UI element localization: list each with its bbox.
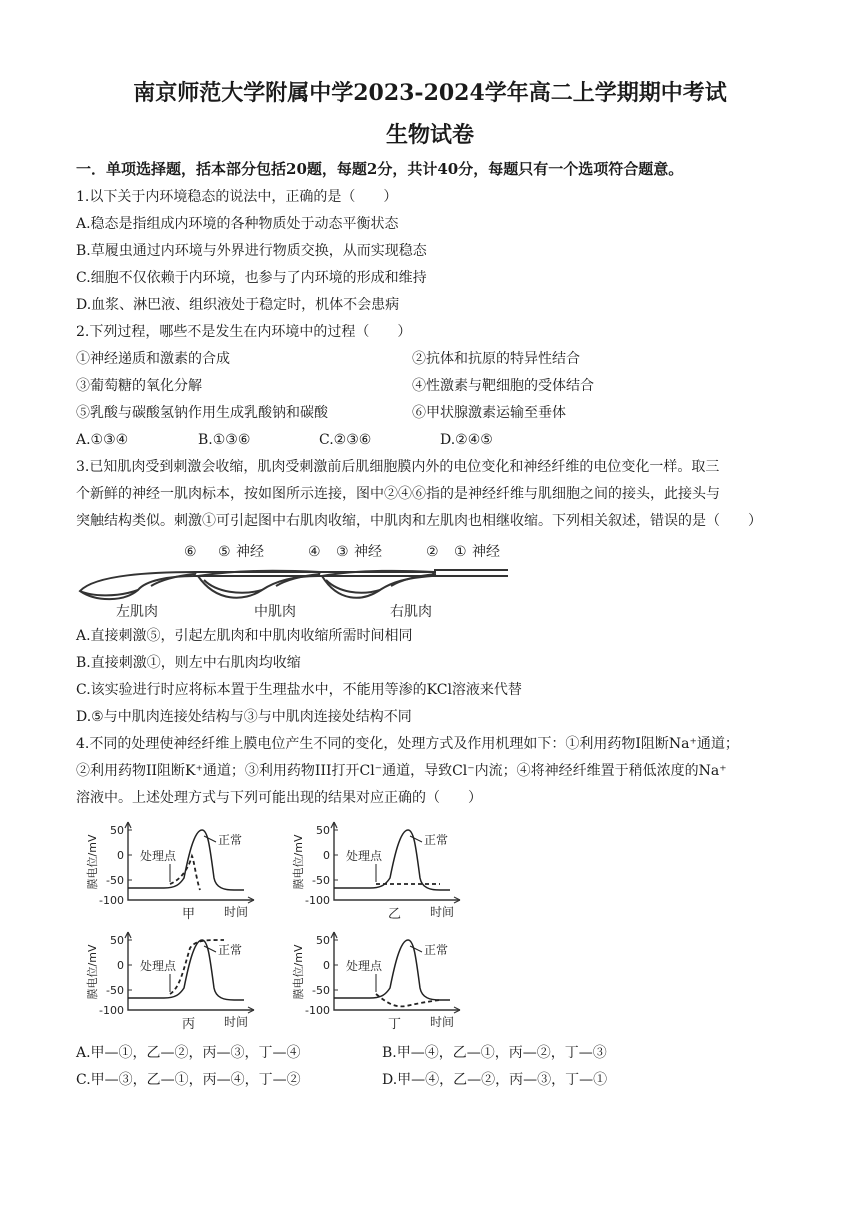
q4-option-c: C.甲—③，乙—①，丙—④，丁—②	[76, 1072, 301, 1088]
exam-subtitle: 生物试卷	[385, 122, 474, 148]
marker-3: ③	[336, 544, 349, 560]
nerve-label-1: 神经	[472, 544, 500, 560]
treated-curve	[376, 994, 440, 1006]
graph-name-ding: 丁	[388, 1017, 402, 1032]
nerve-label-3: 神经	[354, 544, 382, 560]
q2-option-c: C.②③⑥	[319, 432, 372, 448]
treated-curve	[170, 940, 224, 994]
point-label: 处理点	[346, 849, 383, 863]
middle-muscle-shape	[198, 571, 320, 598]
y-tick-label: -100	[305, 1004, 330, 1017]
y-tick-label: -50	[106, 874, 124, 887]
graph-bing	[84, 928, 274, 1042]
y-tick-label: -50	[106, 984, 124, 997]
normal-label: 正常	[424, 833, 449, 847]
q3-stem-line3: 突触结构类似。刺激①可引起图中右肌肉收缩，中肌肉和左肌肉也相继收缩。下列相关叙述，错误的是（ ）	[76, 513, 762, 529]
graph-ding	[290, 928, 480, 1042]
y-tick-label: -100	[99, 894, 124, 907]
normal-leader	[410, 836, 422, 842]
y-tick-label: -100	[305, 894, 330, 907]
q1-option-a: A.稳态是指组成内环境的各种物质处于动态平衡状态	[76, 216, 399, 232]
q4-option-d: D.甲—④，乙—②，丙—③，丁—①	[382, 1072, 608, 1088]
y-tick-label: 0	[323, 959, 330, 972]
y-tick-label: 0	[323, 849, 330, 862]
marker-2: ②	[426, 544, 439, 560]
marker-1: ①	[454, 544, 467, 560]
point-label: 处理点	[140, 849, 177, 863]
q2-item-4: ④性激素与靶细胞的受体结合	[412, 378, 594, 394]
section-heading: 一．单项选择题，括本部分包括20题，每题2分，共计40分，每题只有一个选项符合题意。	[76, 160, 684, 178]
q1-option-c: C.细胞不仅依赖于内环境，也参与了内环境的形成和维持	[76, 270, 427, 286]
y-tick-label: -100	[99, 1004, 124, 1017]
graph-name-yi: 乙	[388, 907, 402, 922]
q4-option-a: A.甲—①，乙—②，丙—③，丁—④	[76, 1045, 301, 1061]
y-tick-label: 0	[117, 959, 124, 972]
point-label: 处理点	[346, 959, 383, 973]
marker-5: ⑤	[218, 544, 231, 560]
x-axis-label: 时间	[224, 905, 249, 919]
q2-option-a: A.①③④	[76, 432, 129, 448]
y-axis-label: 膜电位/mV	[86, 834, 99, 890]
normal-label: 正常	[218, 943, 243, 957]
q4-stem-line2: ②利用药物II阻断K⁺通道；③利用药物III打开Cl⁻通道，导致Cl⁻内流；④将神经纤维置于稍低浓度的Na⁺	[76, 763, 727, 779]
q3-option-d: D.⑤与中肌肉连接处结构与③与中肌肉连接处结构不同	[76, 709, 412, 725]
middle-muscle-label: 中肌肉	[254, 604, 296, 620]
nerve-muscle-figure	[76, 536, 516, 626]
q1-option-d: D.血浆、淋巴液、组织液处于稳定时，机体不会患病	[76, 297, 400, 313]
graph-name-jia: 甲	[182, 907, 196, 922]
q4-option-b: B.甲—④，乙—①，丙—②，丁—③	[382, 1045, 607, 1061]
marker-4: ④	[308, 544, 321, 560]
q1-option-b: B.草履虫通过内环境与外界进行物质交换，从而实现稳态	[76, 243, 427, 259]
q2-option-b: B.①③⑥	[198, 432, 251, 448]
normal-leader	[204, 946, 216, 952]
exam-title: 南京师范大学附属中学2023-2024学年高二上学期期中考试	[133, 80, 727, 106]
nerve-label-5: 神经	[236, 544, 264, 560]
q3-stem-line2: 个新鲜的神经一肌肉标本，按如图所示连接，图中②④⑥指的是神经纤维与肌细胞之间的接头，此接头与	[76, 486, 720, 502]
y-axis-label: 膜电位/mV	[292, 834, 305, 890]
x-axis-label: 时间	[430, 1015, 455, 1029]
normal-leader	[410, 946, 422, 952]
right-muscle-label: 右肌肉	[390, 604, 432, 620]
q1-stem: 1.以下关于内环境稳态的说法中，正确的是（ ）	[76, 189, 398, 205]
q2-stem: 2.下列过程，哪些不是发生在内环境中的过程（ ）	[76, 324, 412, 340]
y-tick-label: -50	[312, 984, 330, 997]
graph-name-bing: 丙	[182, 1017, 196, 1032]
y-tick-label: 0	[117, 849, 124, 862]
y-tick-label: 50	[110, 824, 124, 837]
q4-stem-line1: 4.不同的处理使神经纤维上膜电位产生不同的变化，处理方式及作用机理如下：①利用药物Ⅰ阻断Na⁺通道；	[76, 736, 739, 752]
q4-stem-line3: 溶液中。上述处理方式与下列可能出现的结果对应正确的（ ）	[76, 790, 482, 806]
normal-leader	[204, 836, 216, 842]
left-muscle-label: 左肌肉	[116, 604, 158, 620]
q3-option-b: B.直接刺激①，则左中右肌肉均收缩	[76, 655, 301, 671]
q2-item-3: ③葡萄糖的氧化分解	[76, 378, 202, 394]
y-tick-label: 50	[316, 934, 330, 947]
normal-label: 正常	[218, 833, 243, 847]
q3-option-c: C.该实验进行时应将标本置于生理盐水中，不能用等渗的KCl溶液来代替	[76, 682, 522, 698]
q3-option-a: A.直接刺激⑤，引起左肌肉和中肌肉收缩所需时间相同	[76, 628, 413, 644]
q2-item-2: ②抗体和抗原的特异性结合	[412, 351, 580, 367]
graph-jia	[84, 818, 274, 932]
nerve-1-fiber	[432, 570, 508, 576]
point-label: 处理点	[140, 959, 177, 973]
q2-item-6: ⑥甲状腺激素运输至垂体	[412, 405, 566, 421]
right-muscle-shape	[322, 571, 434, 598]
y-tick-label: -50	[312, 874, 330, 887]
x-axis-label: 时间	[430, 905, 455, 919]
y-tick-label: 50	[110, 934, 124, 947]
y-axis-label: 膜电位/mV	[86, 944, 99, 1000]
graph-yi	[290, 818, 480, 932]
x-axis-label: 时间	[224, 1015, 249, 1029]
q3-stem-line1: 3.已知肌肉受到刺激会收缩，肌肉受刺激前后肌细胞膜内外的电位变化和神经纤维的电位变化一样。取三	[76, 459, 720, 475]
q2-item-1: ①神经递质和激素的合成	[76, 351, 230, 367]
q2-item-5: ⑤乳酸与碳酸氢钠作用生成乳酸钠和碳酸	[76, 405, 328, 421]
y-tick-label: 50	[316, 824, 330, 837]
q2-option-d: D.②④⑤	[440, 432, 493, 448]
marker-6: ⑥	[184, 544, 197, 560]
y-axis-label: 膜电位/mV	[292, 944, 305, 1000]
normal-label: 正常	[424, 943, 449, 957]
